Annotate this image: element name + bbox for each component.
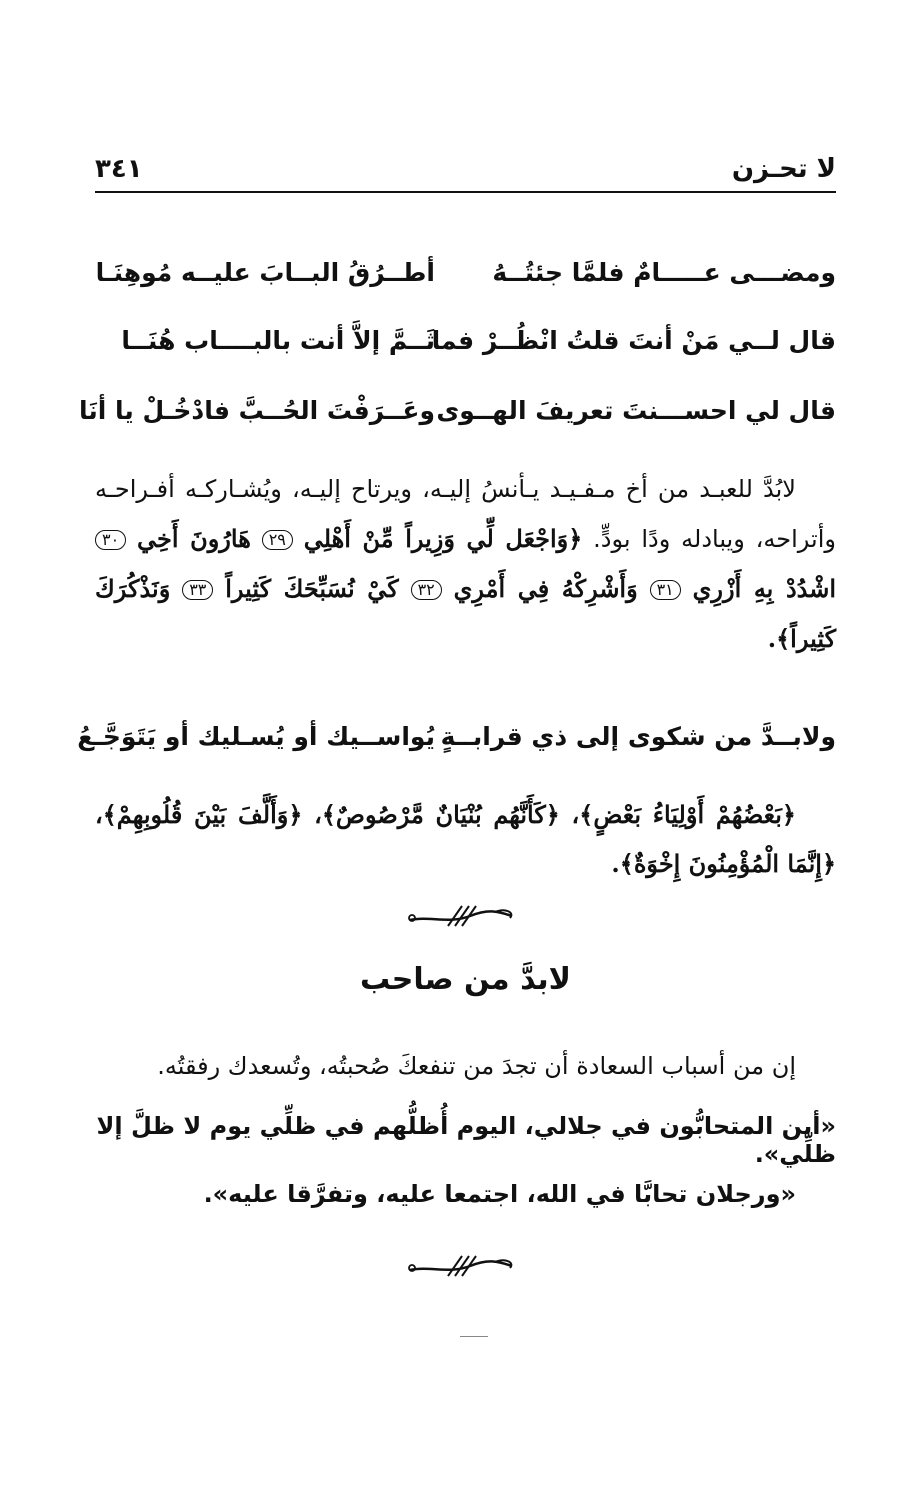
verse-second-hemistich: وعَــرَفْتَ الحُــبَّ فادْخُـلْ يا أنَا — [78, 396, 435, 425]
hadith-quote — [95, 1180, 836, 1208]
hadith-text: «ورجلان تحابَّا في الله، اجتمعا عليه، وتفرَّقا عليه». — [203, 1180, 796, 1208]
verse-second-hemistich: أطــرُقُ البــابَ عليــه مُوهِنَـا — [95, 258, 435, 287]
section-line: إن من أسباب السعادة أن تجدَ من تنفعكَ صُحبتُه، وتُسعدك رفقتُه. — [157, 1052, 796, 1080]
ayah-number-marker: ٢٩ — [262, 530, 293, 550]
scan-mark — [460, 1336, 488, 1337]
running-header — [95, 150, 836, 186]
page-number: ٣٤١ — [95, 154, 143, 184]
ayah-number-marker: ٣٢ — [411, 580, 442, 600]
verse-second-hemistich: ثَــمَّ إلاَّ أنت بالبــــاب هُنَــا — [121, 326, 435, 355]
header-divider — [95, 191, 836, 193]
verse-first-hemistich: ولابــدَّ من شكوى إلى ذي قرابــةٍ — [440, 722, 836, 751]
hadith-quote — [95, 1112, 836, 1168]
hadith-text: «أين المتحابُّون في جلالي، اليوم أُظلُّهم في ظلِّي يوم لا ظلَّ إلا ظلِّي». — [96, 1112, 836, 1168]
quran-verse: وَنَذْكُرَكَ كَثِيراً﴾. — [95, 574, 836, 653]
quran-quotes-text: ﴿بَعْضُهُمْ أَوْلِيَاءُ بَعْضٍ﴾، ﴿كَأَنَّهُم بُنْيَانٌ مَّرْصُوصٌ﴾، ﴿وَأَلَّفَ بَيْنَ قُلُوبِهِمْ﴾، ﴿إِنَّمَا الْمُؤْمِنُونَ إِخْوَةٌ﴾. — [95, 800, 836, 878]
end-ornament-icon — [400, 1252, 520, 1278]
quran-verse: اشْدُدْ بِهِ أَزْرِي — [692, 574, 837, 603]
verse-first-hemistich: ومضـــى عـــــامٌ فلمَّا جئتُــهُ — [492, 258, 836, 287]
ayah-number-marker: ٣٠ — [95, 530, 126, 550]
quran-verse: كَيْ نُسَبِّحَكَ كَثِيراً — [225, 574, 399, 603]
quran-verse: هَارُونَ أَخِي — [137, 524, 251, 553]
ayah-number-marker: ٣١ — [650, 580, 681, 600]
poem-verse — [95, 258, 836, 298]
poem-verse — [95, 326, 836, 366]
verse-second-hemistich: يُواســيك أو يُسـليك أو يَتَوَجَّـعُ — [77, 722, 435, 751]
paragraph-text: لابُدَّ للعبـد من أخ مـفـيـد يـأنسُ إليـه، ويرتاح إليـه، ويُشـاركـه أفـراحـه وأتراحه، ويبادله ودًا بودٍّ. — [95, 475, 836, 553]
section-ornament-icon — [400, 902, 520, 928]
quran-verse: وَأَشْرِكْهُ فِي أَمْرِي — [453, 574, 638, 603]
paragraph-brotherhood — [95, 465, 836, 664]
verse-first-hemistich: قال لــي مَنْ أنتَ قلتُ انْظُــرْ فما — [431, 326, 836, 355]
quran-verse: ﴿وَاجْعَل لِّي وَزِيراً مِّنْ أَهْلِي — [303, 524, 583, 553]
paragraph-quran-quotes — [95, 790, 836, 888]
poem-verse — [78, 396, 836, 436]
verse-first-hemistich: قال لي احســـنتَ تعريفَ الهــوى — [436, 396, 836, 425]
section-heading: لابدَّ من صاحب — [359, 962, 572, 997]
section-paragraph — [95, 1052, 836, 1080]
ayah-number-marker: ٣٣ — [182, 580, 213, 600]
poem-verse — [77, 722, 836, 762]
book-title: لا تحـزن — [731, 154, 836, 184]
